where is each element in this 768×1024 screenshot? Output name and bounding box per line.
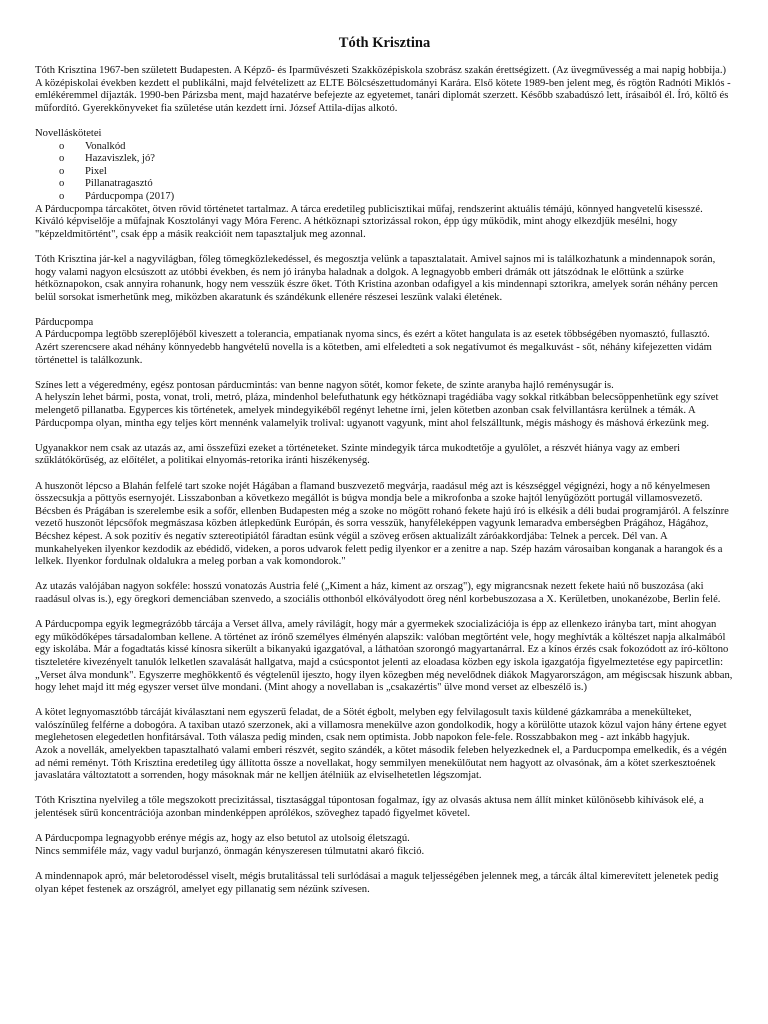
body-paragraph: Az utazás valójában nagyon sokféle: hosszú vonatozás Austria felé („Kiment a ház, kiment az orszag"), egy migrancsnak nezett fekete haiú nő buszozása (aki raadásul olvas is.), egy öregkori demenciában szenvedo, a szociális otthonból elkóvályodott öreg nénl korbebuszozasa a X. Kerületben, unokanézobe, Berlin felé. bbox=[35, 581, 721, 605]
list-item bbox=[59, 153, 734, 166]
bullet-marker: o bbox=[59, 153, 65, 165]
novel-title: Párducpompa (2017) bbox=[85, 190, 175, 202]
body-paragraph: A Párducpompa tárcakötet, ötven rövid történetet tartalmaz. A tárca eredetileg publicisztikai műfaj, rendszerint aktuális témájú, könnyed hangvetelű kisesszé. Kiváló képviselője a műfajnak Kosztolányi vagy Móra Ferenc. A hétköznapi sztorizással rokon, épp úgy működik, mint ahogy elkezdjük mesélni, hogy "képzeldmitörtént", csak épp a másik reakcióit nem tapasztaljuk meg azonnal. bbox=[35, 203, 703, 240]
novel-title: Pillanatragasztó bbox=[85, 178, 153, 190]
body-paragraph: Színes lett a végeredmény, egész pontosan párducmintás: van benne nagyon sötét, komor fekete, de szinte aranyba hajló reménysugár is. bbox=[35, 379, 614, 391]
bullet-marker: o bbox=[59, 178, 65, 190]
page-title: Tóth Krisztina bbox=[338, 35, 431, 51]
novel-title: Vonalkód bbox=[85, 140, 126, 152]
body-paragraph: A helyszín lehet bármi, posta, vonat, troli, metró, pláza, mindenhol belefuthatunk egy hétköznapi tragédiába vagy sokkal ritkábban belecsöppenhetünk egy szívet melengető pillanatba. Egyperces kis történetek, amelyek mindegyikéből regényt lehetne írni, jelen kötetben azonban csak felvillantásra kerülnek a témák. A Párducpompa olyan, mintha egy teljes kört mennénk valamelyik trolival: ugyanott vagyunk, mint ahol felszálltunk, mégis máshogy és máshová érkezünk meg. bbox=[35, 392, 719, 429]
list-item bbox=[59, 178, 734, 191]
body-paragraph: Ugyanakkor nem csak az utazás az, ami összefűzi ezeket a történeteket. Szinte mindegyik tárca mukodtetője a gyulölet, a részvét hiánya vagy az emberi szűklátókörűség, az előítélet, a politikai elnyomás-retorika iránti hiszékenység. bbox=[35, 442, 681, 467]
body-paragraph: A kötet legnyomasztóbb tárcáját kiválasztani nem egyszerű feladat, de a Sötét égbolt, melyben egy felvilagosult taxis küldené gázkamrába a menekülteket, valószínűleg felférne a dobogóra. A taxiban utazó szerzonek, aki a villamosra menekülve azon gondolkodik, hogy a körülötte utazok közul vajon hány értene egyet meglehetosen elegedetlen honfitársával. Toth válasza pedig minden, csak nem optimista. Jobb napokon fele-fele. Rosszabbakon meg - azt inkább hagyjuk. bbox=[35, 707, 727, 744]
list-item bbox=[59, 191, 734, 204]
novels-heading: Novelláskötetei bbox=[35, 127, 102, 139]
body-paragraph: A huszonöt lépcso a Blahán felfelé tart szoke nojét Hágában a flamand buszvezető megvárja, raadásul még azt is készséggel végignézi, hogy a nő kényelmesen összecsukja a pöttyös esernyojét. Lisszabonban a következo megállót is búgva mondja bele a mikrofonba a szoke hajtól lenyűgözött portugál villamosvezető. Bécsben és Prágában is szerelembe esik a sofőr, ellenben Budapesten még a szoke no mögött rohanó fekete hajú író is elkésik a déli budai programjáról. A felszínre vezető huszonöt lépcsőfok megmászasa közben átlepkedünk Európán, és sorra vesszük, hanyféleképpen vagyunk lemaradva emberségben Prágához, Hágához, Bécshez képest. A sok pozitív és negatív sztereotipiától fáradtan esünk végül a szöveg erősen aktualizált záróakkordjába: Telnek a percek. Dél van. A munkahelyeken ilyenkor kezdodik az ebédidő, videken, a poros udvarok felett pedig ilyenkor er a zenitre a nap. Szép hazám városaiban konganak a harangok és a lelkek. Ilyenkor fordulnak oldalukra a meleg porban a vak komondorok." bbox=[35, 480, 729, 568]
body-paragraph: A Párducpompa legnagyobb erénye mégis az, hogy az elso betutol az utolsoig életszagú. bbox=[35, 833, 410, 845]
body-paragraph: A Párducpompa legtöbb szereplőjéből kiveszett a tolerancia, empatianak nyoma sincs, és ezért a kötet hangulata is az esetek többségében nyomasztó, fullasztó. Azért szerencsere akad néhány könnyedebb hangvételű novella is a kötetben, ami elfeledteti a sok negatívumot és megalkuvást - sőt, néhány kifejezetten vidám történettel is találkozunk. bbox=[35, 329, 712, 366]
intro-paragraph: Tóth Krisztina 1967-ben született Budapesten. A Képző- és Iparművészeti Szakközépiskola szobrász szakán érettségizett. (Az üvegművesség a mai napig hobbija.) A középiskolai években kezdett el publikálni, majd felvételizett az ELTE Bölcsészettudományi Karára. Első kötete 1989-ben jelent meg, és rögtön Radnóti Miklós - emlékéremmel díjazták. 1990-ben Párizsba ment, majd hazatérve befejezte az egyetemet, tanári diplomát szerzett. Később szabadúszó lett, írásaiból él. Író, költő és műfordító. Gyerekkönyveket fia születése után kezdett írni. József Attila-díjas alkotó. bbox=[35, 65, 731, 114]
bullet-marker: o bbox=[59, 165, 65, 177]
list-item bbox=[59, 141, 734, 154]
bullet-marker: o bbox=[59, 140, 65, 152]
body-paragraph: A Párducpompa egyik legmegrázóbb tárcája a Verset állva, amely rávilágít, hogy már a gyermekek szocializációja is épp az ellenkezo irányba tart, mint ahogyan egy működőképes társadalomban kellene. A történet az írónő személyes élményén alapszik: valóban megtörtént vele, hogy meghívták a költészet napja alkalmából egy iskolába. Már a fogadtatás kissé kínosra sikerült a bikanyakú igazgatóval, a láthatóan szorongó magyartanárral. Ez a kínos érzés csak fokozódott az író-költono tiszteletére kivezényelt tanulók lelketlen szavalását hallgatva, majd a csúcspontot jelenti az eloadasa közben egy iskola igazgatója figyelmeztetése egy papircetlin: „Verset álva mondunk". Egyszerre meghökkentő és végtelenül ijeszto, hogy ilyen közegben még nevelődnek diákok Magyarországon, am mégiscsak hiszunk abban, hogy lehet majd itt még egyszer verset ülve mondani. (Mint ahogy a novellaban is „csakazértis" ülve mond verset az elbeszélő is.) bbox=[35, 619, 733, 694]
novels-list bbox=[35, 141, 734, 204]
body-paragraph: Tóth Krisztina nyelvileg a tőle megszokott precizitással, tisztasággal túpontosan fogalmaz, így az olvasás aktusa nem állít minket különösebb kihívások elé, a jelentések sűrű koncentrációja azonban mindenképpen aprólékos, szöveghez tapadó figyelmet követel. bbox=[35, 795, 704, 820]
novel-title: Pixel bbox=[85, 165, 107, 177]
body-paragraph: Tóth Krisztina jár-kel a nagyvilágban, főleg tömegközlekedéssel, és megosztja velünk a tapasztalatait. Amivel sajnos mi is találkozhatunk a mindennapok során, hogy valami nagyon elcsúszott az utóbbi években, és nem jó irányba haladnak a dolgok. A legnagyobb emberi drámák ott játszódnak le előttünk a szürke hétköznapokon, csak annyira rohanunk, hogy nem vesszük észre őket. Tóth Kristina azonban odafigyel a kis mindennapi sztorikra, amelyek során néhány percen belül sorsokat ismerhetünk meg, miközben akaratunk és szándékunk ellenére részesei leszünk valaki életének. bbox=[35, 253, 718, 303]
novel-title: Hazaviszlek, jó? bbox=[85, 153, 156, 165]
section-heading: Párducpompa bbox=[35, 316, 94, 328]
bullet-marker: o bbox=[59, 190, 65, 202]
body-paragraph: A mindennapok apró, már beletorodéssel viselt, mégis brutalitással teli surlódásai a maguk teljességében jelennek meg, a tárcák által kimerevített jelenetek pedig olyan képet festenek az országról, amelyet egy pillanatig sem nézünk szívesen. bbox=[35, 871, 719, 895]
body-paragraph: Nincs semmiféle máz, vagy vadul burjanzó, önmagán kényszeresen túlmutatni akaró fikció. bbox=[35, 845, 425, 857]
list-item bbox=[59, 166, 734, 179]
body-paragraph: Azok a novellák, amelyekben tapasztalható valami emberi részvét, segito szándék, a kötet második feleben helyezkednek el, a Parducpompa emelkedik, és a végén ad némi reményt. Tóth Krisztina eredetileg úgy állította össze a novellakat, hogy semmilyen menekülőutat nem hagyott az olvasónak, ám a kötet szerkesztoének javaslatára változtatott a sorrenden, hogy másoknak már ne kelljen átélniük az elviselhetetlen légszomjat. bbox=[35, 745, 727, 782]
